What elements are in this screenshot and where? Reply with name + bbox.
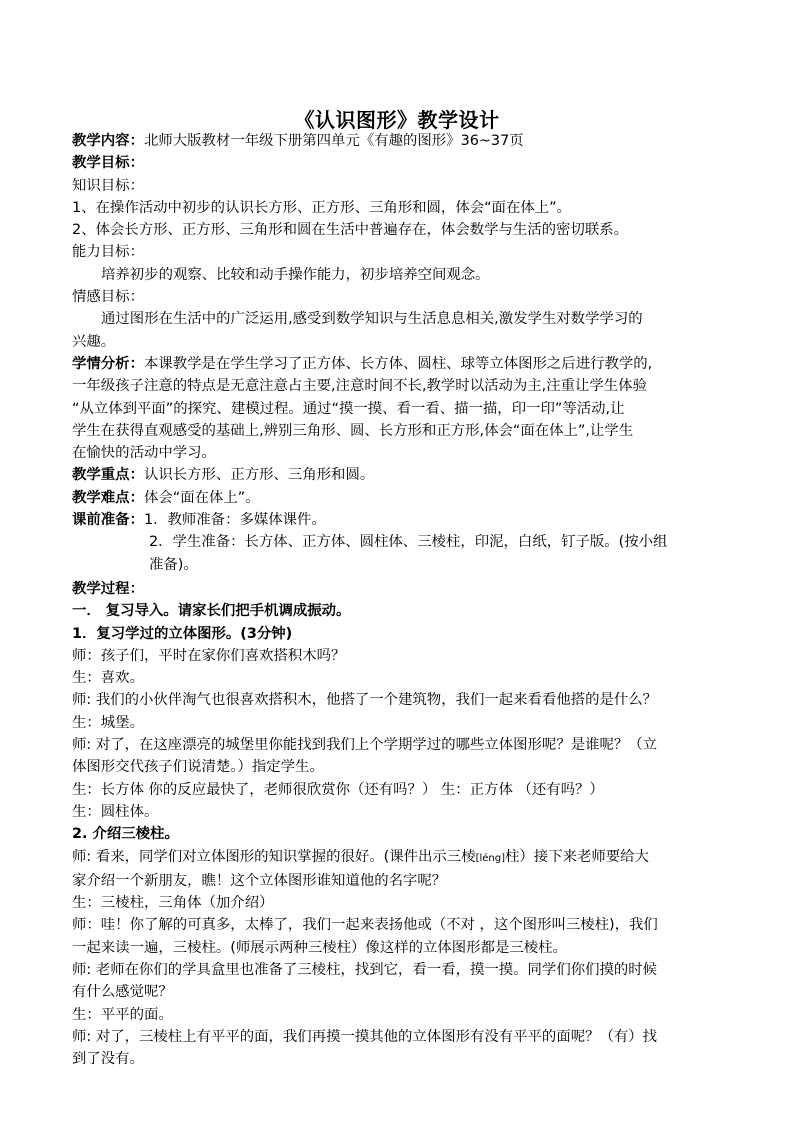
section-1-heading: 一． 复习导入。请家长们把手机调成振动。 <box>72 603 351 620</box>
dialogue-line: 师: 对了，三棱柱上有平平的面，我们再摸一摸其他的立体图形有没有平平的面呢？（有）找 <box>72 1028 658 1045</box>
preparation-line-1 <box>72 509 728 531</box>
process-heading: 教学过程： <box>72 580 144 597</box>
preparation-item-2-cont: 准备)。 <box>149 556 198 573</box>
dialogue-line: 师: 老师在你们的学具盒里也准备了三棱柱，找到它，看一看，摸一摸。同学们你们摸的时候 <box>72 961 658 978</box>
analysis-line-5: 在愉快的活动中学习。 <box>72 445 216 462</box>
difficulty-line <box>72 487 728 509</box>
preparation-item-1: 1．教师准备：多媒体课件。 <box>143 512 326 529</box>
knowledge-item-1: 1、在操作活动中初步的认识长方形、正方形、三角形和圆，体会“面在体上”。 <box>72 199 571 216</box>
ability-heading: 能力目标： <box>72 244 144 261</box>
analysis-line-4: 学生在获得直观感受的基础上,辨别三角形、圆、长方形和正方形,体会“面在体上”,让学生 <box>72 422 634 439</box>
difficulty-text: 体会“面在体上”。 <box>143 489 260 506</box>
dialogue-line: 师：孩子们，平时在家你们喜欢搭积木吗？ <box>72 647 346 664</box>
dialogue-text: 柱）接下来老师要给大 <box>505 848 649 865</box>
teaching-content-text: 北师大版教材一年级下册第四单元《有趣的图形》36~37页 <box>143 133 524 149</box>
key-point-text: 认识长方形、正方形、三角形和圆。 <box>143 467 375 484</box>
dialogue-line: 生：城堡。 <box>72 714 144 731</box>
dialogue-line: 师: 我们的小伙伴淘气也很喜欢搭积木，他搭了一个建筑物，我们一起来看看他搭的是什么？ <box>72 692 658 709</box>
key-point-line <box>72 464 728 486</box>
dialogue-line: 生：三棱柱，三角体（加介绍） <box>72 895 274 912</box>
pinyin-annotation: [léng] <box>475 852 506 864</box>
sub-1-heading: 1．复习学过的立体图形。(3分钟) <box>72 625 293 642</box>
dialogue-line: 一起来读一遍，三棱柱。(师展示两种三棱柱）像这样的立体图形都是三棱柱。 <box>72 939 567 956</box>
emotion-text-line-1: 通过图形在生活中的广泛运用,感受到数学知识与生活息息相关,激发学生对数学学习的 <box>101 311 643 328</box>
dialogue-line: 生：平平的面。 <box>72 1006 173 1023</box>
teaching-content-line <box>72 130 728 152</box>
knowledge-item-2: 2、体会长方形、正方形、三角形和圆在生活中普遍存在，体会数学与生活的密切联系。 <box>72 222 629 239</box>
dialogue-line: 有什么感觉呢？ <box>72 984 173 1001</box>
analysis-label: 学情分析： <box>72 355 144 372</box>
key-point-label: 教学重点： <box>72 467 144 484</box>
analysis-line-2: 一年级孩子注意的特点是无意注意占主要,注意时间不长,教学时以活动为主,注重让学生体验 <box>72 378 647 395</box>
difficulty-label: 教学难点： <box>72 489 144 506</box>
goals-heading: 教学目标： <box>72 155 144 172</box>
dialogue-text: 师: 看来，同学们对立体图形的知识掌握的很好。(课件出示三棱 <box>72 848 476 865</box>
sub-2-heading: 2. 介绍三棱柱。 <box>72 826 179 843</box>
dialogue-line: 生：长方体 你的反应最快了，老师很欣赏你（还有吗？） 生：正方体 （还有吗？） <box>72 781 604 798</box>
dialogue-line: 到了没有。 <box>72 1051 144 1068</box>
preparation-item-2: 2．学生准备：长方体、正方体、圆柱体、三棱柱，印泥，白纸，钉子版。(按小组 <box>149 534 668 551</box>
dialogue-line: 家介绍一个新朋友，瞧！这个立体图形谁知道他的名字呢？ <box>72 872 447 889</box>
dialogue-line: 体图形交代孩子们说清楚。）指定学生。 <box>72 759 324 776</box>
dialogue-line <box>72 846 728 870</box>
dialogue-line: 生：圆柱体。 <box>72 803 159 820</box>
emotion-heading: 情感目标： <box>72 289 144 306</box>
preparation-label: 课前准备： <box>72 512 144 529</box>
document-body <box>72 130 728 1070</box>
analysis-line-3: “从立体到平面”的探究、建模过程。通过“摸一摸、看一看、描一描，印一印”等活动,让 <box>72 400 625 417</box>
emotion-text-line-2: 兴趣。 <box>72 333 116 350</box>
dialogue-line: 生：喜欢。 <box>72 670 144 687</box>
dialogue-line: 师: 对了，在这座漂亮的城堡里你能找到我们上个学期学过的哪些立体图形呢？是谁呢？（立 <box>72 737 658 754</box>
dialogue-line: 师：哇！你了解的可真多，太棒了，我们一起来表扬他或（不对 ，这个图形叫三棱柱)，我们 <box>72 917 658 934</box>
teaching-content-label: 教学内容： <box>72 133 144 149</box>
analysis-text-1: 本课教学是在学生学习了正方体、长方体、圆柱、球等立体图形之后进行教学的, <box>143 355 653 372</box>
knowledge-heading: 知识目标： <box>72 177 144 194</box>
ability-text: 培养初步的观察、比较和动手操作能力，初步培养空间观念。 <box>101 266 490 283</box>
page-title: 《认识图形》教学设计 <box>294 108 500 132</box>
analysis-line-1 <box>72 353 728 375</box>
